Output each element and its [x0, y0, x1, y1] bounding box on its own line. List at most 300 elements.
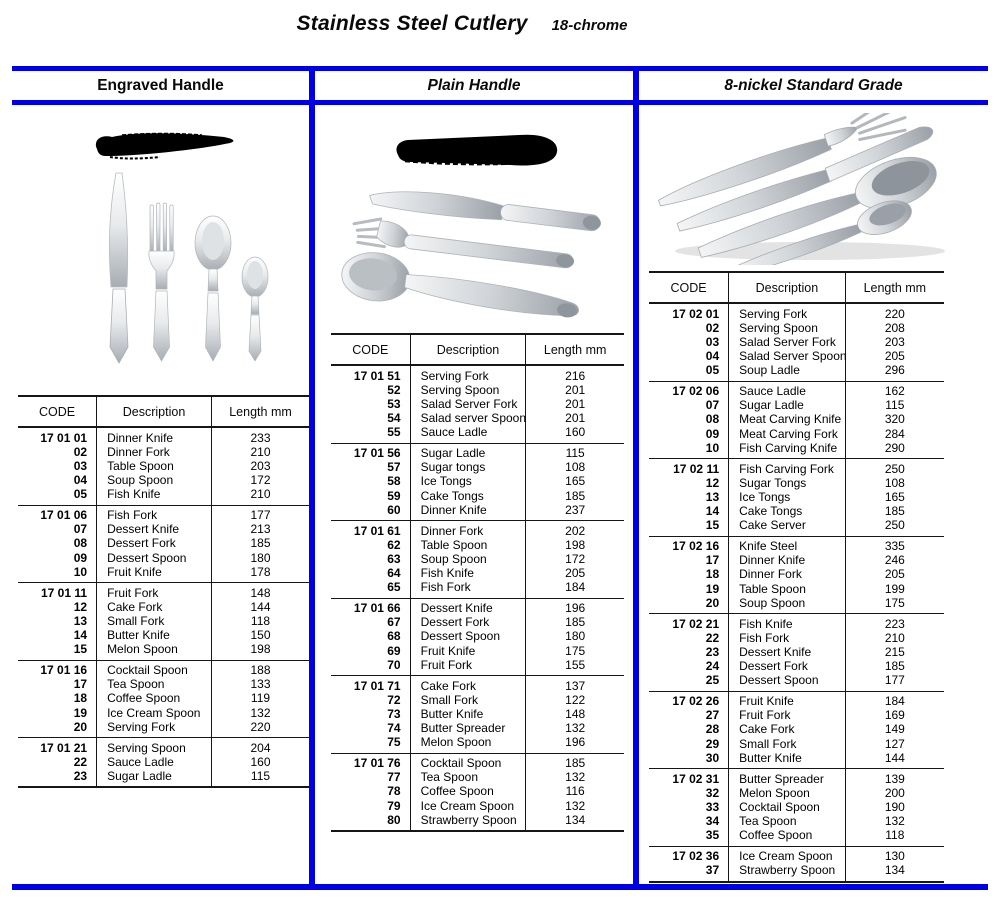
code-cell: 73 [331, 707, 410, 721]
code-cell: 74 [331, 721, 410, 735]
code-group [331, 365, 624, 443]
table-column-header: Description [729, 272, 846, 303]
code-cell: 12 [649, 476, 729, 490]
table-row [649, 490, 944, 504]
table-row [649, 631, 944, 645]
length-cell: 116 [565, 784, 585, 799]
table-row [18, 522, 309, 536]
table-row [649, 459, 944, 476]
code-cell: 14 [18, 628, 97, 642]
code-group [649, 381, 944, 459]
table-column-header: CODE [331, 334, 410, 365]
code-cell: 20 [649, 596, 729, 614]
description-cell: Soup Spoon [729, 596, 846, 614]
table-row [331, 598, 624, 615]
length-cell: 320 [884, 412, 905, 427]
table-row [649, 321, 944, 335]
length-cell: 144 [250, 599, 271, 614]
code-cell: 05 [649, 363, 729, 381]
code-group [649, 691, 944, 769]
length-cell: 139 [884, 771, 905, 786]
description-cell: Melon Spoon [97, 642, 212, 660]
length-cell: 199 [884, 581, 905, 596]
description-cell: Cake Server [729, 518, 846, 536]
table-row [649, 504, 944, 518]
description-cell: Dessert Knife [97, 522, 212, 536]
table-header-row [331, 334, 624, 365]
description-cell: Small Fork [410, 693, 526, 707]
table-row [649, 814, 944, 828]
description-cell: Coffee Spoon [729, 828, 846, 846]
table-row [649, 800, 944, 814]
code-cell: 18 [18, 691, 97, 705]
description-cell: Dinner Knife [410, 503, 526, 521]
length-cell: 180 [250, 550, 271, 565]
length-cell: 210 [250, 487, 271, 502]
table-row [18, 505, 309, 522]
length-cell: 148 [565, 706, 586, 721]
description-cell: Fruit Knife [729, 691, 846, 708]
description-cell: Serving Fork [729, 303, 846, 321]
length-cell: 118 [250, 613, 271, 628]
length-cell: 223 [884, 616, 905, 631]
description-cell: Serving Fork [97, 720, 212, 738]
table-row [649, 846, 944, 863]
table-row [331, 443, 624, 460]
description-cell: Sugar Ladle [97, 769, 212, 787]
length-cell: 175 [565, 643, 586, 658]
table-row [18, 473, 309, 487]
description-cell: Fruit Fork [410, 658, 526, 676]
description-cell: Dessert Knife [410, 598, 526, 615]
code-cell: 37 [649, 863, 729, 881]
length-cell: 108 [565, 460, 586, 475]
table-row [18, 565, 309, 583]
engraved-handle-sample-image [92, 129, 240, 163]
table-column-header: Description [97, 396, 212, 427]
description-cell: Ice Tongs [729, 490, 846, 504]
table-row [649, 518, 944, 536]
length-cell: 202 [565, 523, 586, 538]
code-cell: 15 [18, 642, 97, 660]
table-row [18, 660, 309, 677]
code-cell: 25 [649, 673, 729, 691]
length-cell: 132 [565, 798, 586, 813]
column-header-engraved-handle: Engraved Handle [12, 71, 315, 100]
table-row [649, 441, 944, 459]
description-cell: Tea Spoon [729, 814, 846, 828]
code-cell: 17 02 36 [649, 846, 729, 863]
code-cell: 69 [331, 644, 410, 658]
length-cell: 185 [565, 756, 586, 771]
description-cell: Salad Server Fork [729, 335, 846, 349]
code-cell: 80 [331, 813, 410, 831]
description-cell: Table Spoon [729, 582, 846, 596]
code-group [18, 427, 309, 505]
code-cell: 17 01 66 [331, 598, 410, 615]
table-row [331, 753, 624, 770]
table-row [649, 614, 944, 631]
table-row [18, 628, 309, 642]
table-row [331, 425, 624, 443]
description-cell: Sugar tongs [410, 460, 526, 474]
length-cell: 201 [565, 411, 586, 426]
nickel-cutlery-photo [645, 113, 971, 265]
catalog-body [12, 105, 988, 884]
description-cell: Butter Spreader [729, 769, 846, 786]
description-cell: Dinner Knife [729, 553, 846, 567]
code-group [331, 753, 624, 831]
code-cell: 64 [331, 566, 410, 580]
code-cell: 68 [331, 629, 410, 643]
code-group [331, 598, 624, 676]
length-cell: 220 [884, 306, 905, 321]
table-row [649, 673, 944, 691]
code-cell: 17 02 21 [649, 614, 729, 631]
code-group [331, 676, 624, 754]
length-cell: 220 [250, 719, 271, 734]
code-cell: 77 [331, 770, 410, 784]
section-plain-handle [315, 105, 639, 884]
table-row [18, 706, 309, 720]
code-cell: 17 01 16 [18, 660, 97, 677]
description-cell: Ice Cream Spoon [410, 799, 526, 813]
table-row [331, 735, 624, 753]
code-cell: 72 [331, 693, 410, 707]
code-cell: 17 [649, 553, 729, 567]
code-cell: 07 [18, 522, 97, 536]
table-row [649, 553, 944, 567]
code-cell: 17 02 11 [649, 459, 729, 476]
length-cell: 201 [565, 382, 586, 397]
length-cell: 205 [884, 567, 905, 582]
table-row [649, 722, 944, 736]
description-cell: Fruit Fork [97, 583, 212, 600]
table-row [649, 476, 944, 490]
length-cell: 175 [884, 595, 905, 610]
length-cell: 210 [884, 630, 905, 645]
description-cell: Cake Tongs [729, 504, 846, 518]
code-cell: 29 [649, 737, 729, 751]
description-cell: Salad Server Fork [410, 397, 526, 411]
table-row [331, 784, 624, 798]
description-cell: Meat Carving Fork [729, 427, 846, 441]
table-row [331, 460, 624, 474]
code-cell: 15 [649, 518, 729, 536]
table-row [18, 583, 309, 600]
table-row [331, 629, 624, 643]
code-cell: 75 [331, 735, 410, 753]
table-row [331, 566, 624, 580]
table-row [18, 738, 309, 755]
length-cell: 196 [565, 735, 586, 750]
description-cell: Dinner Knife [97, 427, 212, 445]
description-cell: Small Fork [97, 614, 212, 628]
code-cell: 07 [649, 398, 729, 412]
length-cell: 203 [250, 458, 271, 473]
code-cell: 17 02 01 [649, 303, 729, 321]
code-cell: 17 01 06 [18, 505, 97, 522]
table-row [18, 551, 309, 565]
table-row [649, 708, 944, 722]
length-cell: 198 [565, 537, 586, 552]
code-cell: 54 [331, 411, 410, 425]
description-cell: Dinner Fork [729, 567, 846, 581]
table-row [649, 567, 944, 581]
length-cell: 160 [565, 425, 586, 440]
description-cell: Dessert Spoon [729, 673, 846, 691]
table-row [649, 786, 944, 800]
table-row [331, 474, 624, 488]
code-cell: 08 [18, 536, 97, 550]
code-group [649, 459, 944, 537]
table-column-header: Length mm [526, 334, 624, 365]
code-group [18, 505, 309, 583]
code-cell: 55 [331, 425, 410, 443]
length-cell: 150 [250, 628, 271, 643]
description-cell: Sugar Ladle [410, 443, 526, 460]
description-cell: Butter Knife [410, 707, 526, 721]
length-cell: 210 [250, 444, 271, 459]
length-cell: 198 [250, 642, 271, 657]
code-group [649, 303, 944, 381]
table-row [18, 536, 309, 550]
description-cell: Salad Server Spoon [729, 349, 846, 363]
table-row [649, 349, 944, 363]
table-row [18, 445, 309, 459]
length-cell: 185 [565, 615, 586, 630]
description-cell: Strawberry Spoon [729, 863, 846, 881]
code-cell: 17 02 31 [649, 769, 729, 786]
code-cell: 59 [331, 489, 410, 503]
table-row [331, 721, 624, 735]
table-row [18, 427, 309, 445]
code-cell: 52 [331, 383, 410, 397]
description-cell: Sauce Ladle [97, 755, 212, 769]
engraved-handle-table [18, 395, 309, 788]
catalog-frame [12, 66, 988, 890]
length-cell: 205 [884, 349, 905, 364]
table-row [18, 769, 309, 787]
code-cell: 17 02 26 [649, 691, 729, 708]
code-cell: 20 [18, 720, 97, 738]
code-cell: 23 [649, 645, 729, 659]
table-row [18, 677, 309, 691]
length-cell: 172 [250, 473, 271, 488]
description-cell: Sauce Ladle [410, 425, 526, 443]
length-cell: 200 [884, 785, 905, 800]
table-row [649, 659, 944, 673]
table-row [331, 383, 624, 397]
code-cell: 70 [331, 658, 410, 676]
code-cell: 17 02 06 [649, 381, 729, 398]
code-cell: 78 [331, 784, 410, 798]
table-row [18, 614, 309, 628]
code-cell: 10 [649, 441, 729, 459]
length-cell: 216 [565, 368, 586, 383]
table-header-row [649, 272, 944, 303]
table-header-row [18, 396, 309, 427]
length-cell: 115 [565, 446, 585, 461]
code-cell: 67 [331, 615, 410, 629]
table-row [649, 536, 944, 553]
code-cell: 09 [649, 427, 729, 441]
description-cell: Fruit Knife [97, 565, 212, 583]
code-cell: 17 01 51 [331, 365, 410, 383]
length-cell: 127 [884, 736, 905, 751]
column-header-plain-handle: Plain Handle [315, 71, 639, 100]
column-header-8-nickel: 8-nickel Standard Grade [724, 76, 903, 94]
table-row [649, 691, 944, 708]
description-cell: Salad server Spoon [410, 411, 526, 425]
description-cell: Butter Spreader [410, 721, 526, 735]
length-cell: 188 [250, 663, 271, 678]
code-group [18, 738, 309, 788]
length-cell: 169 [884, 708, 905, 723]
table-row [331, 707, 624, 721]
table-row [18, 720, 309, 738]
length-cell: 185 [884, 504, 905, 519]
plain-handle-sample-image [391, 131, 563, 173]
table-row [331, 503, 624, 521]
length-cell: 155 [565, 657, 586, 672]
description-cell: Dessert Spoon [410, 629, 526, 643]
length-cell: 205 [565, 566, 586, 581]
code-group [331, 443, 624, 521]
code-cell: 10 [18, 565, 97, 583]
length-cell: 284 [884, 426, 905, 441]
table-row [331, 411, 624, 425]
table-row [649, 363, 944, 381]
code-cell: 17 01 11 [18, 583, 97, 600]
length-cell: 203 [884, 334, 905, 349]
code-cell: 02 [649, 321, 729, 335]
code-cell: 35 [649, 828, 729, 846]
code-cell: 62 [331, 538, 410, 552]
table-row [18, 487, 309, 505]
description-cell: Ice Cream Spoon [729, 846, 846, 863]
table-row [331, 615, 624, 629]
description-cell: Cake Fork [410, 676, 526, 693]
length-cell: 185 [884, 659, 905, 674]
table-row [649, 769, 944, 786]
code-cell: 05 [18, 487, 97, 505]
table-row [331, 538, 624, 552]
code-cell: 03 [649, 335, 729, 349]
length-cell: 108 [884, 475, 905, 490]
code-group [649, 846, 944, 881]
code-cell: 22 [18, 755, 97, 769]
length-cell: 122 [565, 692, 586, 707]
length-cell: 246 [884, 553, 905, 568]
code-group [18, 583, 309, 661]
code-cell: 13 [18, 614, 97, 628]
length-cell: 184 [884, 694, 905, 709]
description-cell: Serving Fork [410, 365, 526, 383]
table-row [331, 552, 624, 566]
table-row [649, 303, 944, 321]
description-cell: Fish Knife [97, 487, 212, 505]
table-row [18, 600, 309, 614]
code-cell: 23 [18, 769, 97, 787]
length-cell: 134 [565, 812, 586, 827]
description-cell: Ice Cream Spoon [97, 706, 212, 720]
table-row [331, 580, 624, 598]
description-cell: Dessert Fork [97, 536, 212, 550]
length-cell: 144 [884, 750, 905, 765]
plain-cutlery-photo [321, 177, 633, 335]
length-cell: 184 [565, 580, 586, 595]
description-cell: Fish Knife [729, 614, 846, 631]
length-cell: 160 [250, 754, 271, 769]
length-cell: 118 [885, 828, 905, 843]
code-cell: 04 [649, 349, 729, 363]
code-cell: 17 01 56 [331, 443, 410, 460]
description-cell: Sauce Ladle [729, 381, 846, 398]
length-cell: 201 [565, 396, 586, 411]
table-column-header: Length mm [845, 272, 944, 303]
table-row [18, 642, 309, 660]
code-cell: 08 [649, 412, 729, 426]
engraved-cutlery-photo [82, 167, 282, 383]
description-cell: Sugar Ladle [729, 398, 846, 412]
length-cell: 177 [884, 673, 905, 688]
code-group [331, 521, 624, 599]
length-cell: 132 [565, 721, 586, 736]
description-cell: Dinner Fork [410, 521, 526, 538]
code-cell: 13 [649, 490, 729, 504]
description-cell: Small Fork [729, 737, 846, 751]
description-cell: Strawberry Spoon [410, 813, 526, 831]
code-cell: 24 [649, 659, 729, 673]
table-row [649, 398, 944, 412]
table-column-header: Description [410, 334, 526, 365]
code-cell: 33 [649, 800, 729, 814]
length-cell: 178 [250, 564, 271, 579]
table-row [331, 693, 624, 707]
description-cell: Butter Knife [97, 628, 212, 642]
code-cell: 03 [18, 459, 97, 473]
description-cell: Dessert Fork [729, 659, 846, 673]
table-row [649, 381, 944, 398]
code-group [649, 769, 944, 847]
length-cell: 180 [565, 629, 586, 644]
table-column-header: CODE [649, 272, 729, 303]
table-column-header: Length mm [212, 396, 310, 427]
section-8-nickel [639, 105, 988, 884]
code-cell: 60 [331, 503, 410, 521]
length-cell: 149 [884, 722, 905, 737]
table-row [649, 427, 944, 441]
description-cell: Cocktail Spoon [97, 660, 212, 677]
code-cell: 17 01 61 [331, 521, 410, 538]
description-cell: Meat Carving Knife [729, 412, 846, 426]
code-cell: 17 01 21 [18, 738, 97, 755]
code-cell: 09 [18, 551, 97, 565]
description-cell: Cake Fork [729, 722, 846, 736]
code-cell: 63 [331, 552, 410, 566]
table-row [649, 596, 944, 614]
code-cell: 79 [331, 799, 410, 813]
table-row [649, 335, 944, 349]
length-cell: 237 [565, 502, 586, 517]
length-cell: 296 [884, 363, 905, 378]
description-cell: Fish Fork [729, 631, 846, 645]
code-cell: 12 [18, 600, 97, 614]
length-cell: 185 [250, 536, 271, 551]
description-cell: Dessert Knife [729, 645, 846, 659]
code-cell: 57 [331, 460, 410, 474]
